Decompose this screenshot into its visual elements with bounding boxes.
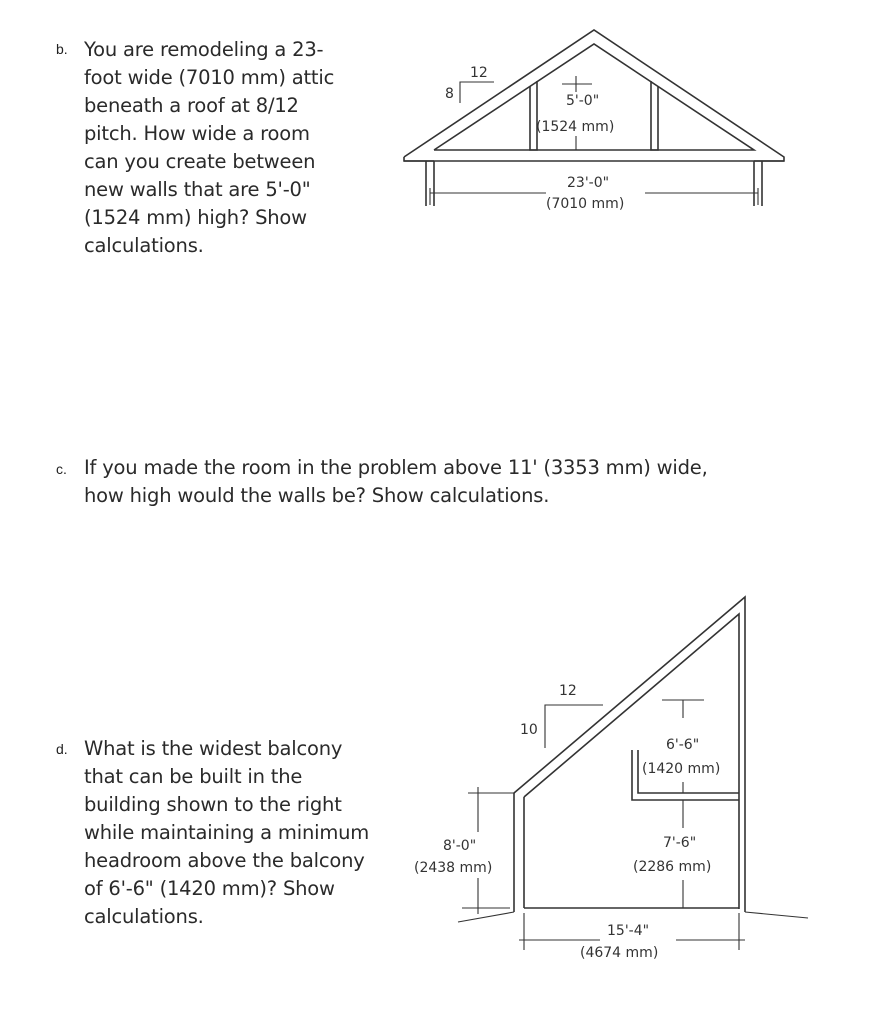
problem-d-line: that can be built in the — [84, 765, 303, 788]
problem-d-line: headroom above the balcony — [84, 849, 365, 872]
problem-d-line: building shown to the right — [84, 793, 342, 816]
balcony-pitch-run: 12 — [559, 683, 577, 699]
balcony-ground-right — [745, 912, 808, 918]
wall-height-ft: 8'-0" — [443, 838, 477, 854]
problem-d-line: What is the widest balcony — [84, 737, 343, 760]
balcony-figure — [414, 597, 808, 961]
attic-height-ft: 5'-0" — [566, 93, 600, 109]
attic-pitch-rise: 8 — [445, 86, 454, 102]
balcony-pitch-rise: 10 — [520, 722, 538, 738]
attic-width-mm: (7010 mm) — [546, 196, 625, 212]
attic-left-kneewall — [530, 81, 537, 150]
attic-right-kneewall — [651, 81, 658, 150]
problem-d-line: while maintaining a minimum — [84, 821, 370, 844]
problem-c-line: If you made the room in the problem above 11' (3353 mm) wide, — [84, 456, 708, 479]
problem-b-line: new walls that are 5'-0" — [84, 178, 311, 201]
balcony-ground-left — [458, 912, 514, 922]
problem-b-line: foot wide (7010 mm) attic — [84, 66, 335, 89]
problem-b-line: can you create between — [84, 150, 316, 173]
attic-height-mm: (1524 mm) — [536, 119, 615, 135]
problem-d-letter: d. — [56, 741, 68, 757]
problem-b-letter: b. — [56, 41, 68, 57]
headroom-ft: 6'-6" — [666, 737, 700, 753]
balcony-height-ft: 7'-6" — [663, 835, 697, 851]
balcony-width-ft: 15'-4" — [607, 923, 650, 939]
problem-b-line: pitch. How wide a room — [84, 122, 310, 145]
problem-c-line: how high would the walls be? Show calculations. — [84, 484, 550, 507]
problem-d-line: of 6'-6" (1420 mm)? Show — [84, 877, 335, 900]
problem-d-line: calculations. — [84, 905, 204, 928]
headroom-mm: (1420 mm) — [642, 761, 721, 777]
attic-figure — [404, 30, 784, 212]
attic-pitch-run: 12 — [470, 65, 488, 81]
attic-width-ft: 23'-0" — [567, 175, 610, 191]
wall-height-mm: (2438 mm) — [414, 860, 493, 876]
problem-c-letter: c. — [56, 461, 67, 477]
problem-b-line: calculations. — [84, 234, 204, 257]
problem-b-line: You are remodeling a 23- — [84, 38, 324, 61]
problem-b-line: beneath a roof at 8/12 — [84, 94, 299, 117]
balcony-height-mm: (2286 mm) — [633, 859, 712, 875]
balcony-width-mm: (4674 mm) — [580, 945, 659, 961]
problem-b-line: (1524 mm) high? Show — [84, 206, 307, 229]
